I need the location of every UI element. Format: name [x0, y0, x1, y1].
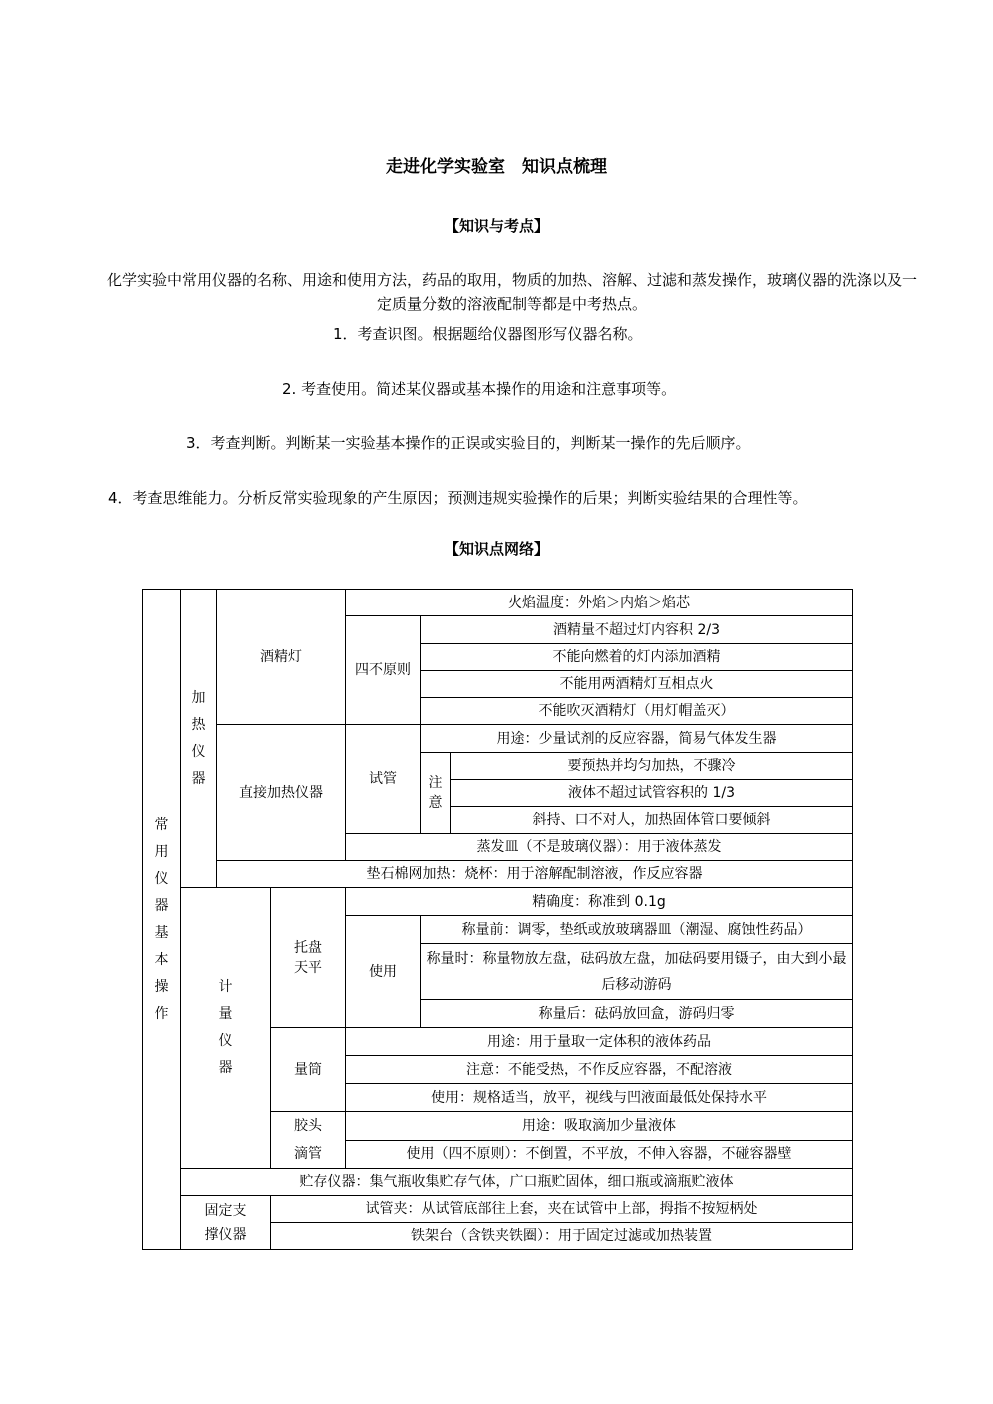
- cylinder-label-cell: 量筒: [271, 1028, 346, 1112]
- cylinder-item-cell: 注意：不能受热，不作反应容器，不配溶液: [346, 1056, 853, 1084]
- dropper-item-cell: 用途：吸取滴加少量液体: [346, 1112, 853, 1141]
- balance-precision-cell: 精确度：称准到 0.1g: [346, 888, 853, 916]
- lamp-rule-cell: 不能向燃着的灯内添加酒精: [421, 644, 853, 671]
- root-category-cell: [143, 590, 181, 1250]
- exam-point-1: 1．考查识图。根据题给仪器图形写仪器名称。: [333, 325, 643, 343]
- flame-temperature-cell: 火焰温度：外焰＞内焰＞焰芯: [346, 590, 853, 616]
- lamp-rule-cell: 酒精量不超过灯内容积 2/3: [421, 616, 853, 644]
- lamp-rule-cell: 不能用两酒精灯互相点火: [421, 671, 853, 698]
- root-category-label: 常用仪器基本操作: [154, 816, 169, 1022]
- intro-paragraph: 化学实验中常用仪器的名称、用途和使用方法，药品的取用，物质的加热、溶解、过滤和蒸发操作，玻璃仪器的洗涤以及一定质量分数的溶液配制等都是中考热点。: [106, 271, 917, 313]
- measuring-category-label: 计量仪器: [218, 979, 233, 1076]
- balance-use-cell: 称量后：砝码放回盒，游码归零: [421, 1000, 853, 1028]
- balance-label-cell: [271, 888, 346, 1028]
- beaker-cell: 垫石棉网加热：烧杯：用于溶解配制溶液，作反应容器: [217, 861, 853, 888]
- section-heading-knowledge: 【知识与考点】: [443, 217, 549, 235]
- test-tube-notice-cell: 液体不超过试管容积的 1/3: [451, 780, 853, 807]
- test-tube-label-cell: 试管: [346, 725, 421, 834]
- exam-point-4: 4．考查思维能力。分析反常实验现象的产生原因；预测违规实验操作的后果；判断实验结果的合理性等。: [108, 489, 808, 507]
- test-tube-use-cell: 用途：少量试剂的反应容器，简易气体发生器: [421, 725, 853, 753]
- support-label: 固定支撑仪器: [204, 1202, 247, 1243]
- heating-category-cell: [181, 590, 217, 888]
- cylinder-item-cell: 用途：用于量取一定体积的液体药品: [346, 1028, 853, 1056]
- measuring-category-cell: [181, 888, 271, 1169]
- dropper-item-cell: 使用（四不原则）：不倒置，不平放，不伸入容器，不碰容器壁: [346, 1140, 853, 1169]
- storage-cell: 贮存仪器：集气瓶收集贮存气体，广口瓶贮固体，细口瓶或滴瓶贮液体: [181, 1169, 853, 1196]
- four-rules-label-cell: 四不原则: [346, 616, 421, 725]
- balance-use-cell: 称量时：称量物放左盘，砝码放左盘，加砝码要用镊子，由大到小最后移动游码: [421, 944, 853, 1000]
- support-label-cell: [181, 1196, 271, 1250]
- test-tube-notice-cell: 斜持、口不对人，加热固体管口要倾斜: [451, 807, 853, 834]
- notice-label-cell: 注意: [421, 753, 451, 834]
- cylinder-item-cell: 使用：规格适当，放平，视线与凹液面最低处保持水平: [346, 1084, 853, 1112]
- direct-heating-cell: 直接加热仪器: [217, 725, 346, 861]
- test-tube-notice-cell: 要预热并均匀加热，不骤冷: [451, 753, 853, 780]
- page-title: 走进化学实验室 知识点梳理: [386, 157, 607, 177]
- balance-use-cell: 称量前：调零，垫纸或放玻璃器皿（潮湿、腐蚀性药品）: [421, 916, 853, 944]
- balance-label: 托盘天平: [294, 939, 322, 976]
- exam-point-3: 3．考查判断。判断某一实验基本操作的正误或实验目的，判断某一操作的先后顺序。: [186, 434, 751, 452]
- knowledge-network-table: [142, 589, 853, 1250]
- section-heading-network: 【知识点网络】: [443, 540, 549, 558]
- evaporating-dish-cell: 蒸发皿（不是玻璃仪器）：用于液体蒸发: [346, 834, 853, 861]
- support-item-cell: 铁架台（含铁夹铁圈）：用于固定过滤或加热装置: [271, 1223, 853, 1250]
- lamp-rule-cell: 不能吹灭酒精灯（用灯帽盖灭）: [421, 698, 853, 725]
- balance-use-label-cell: 使用: [346, 916, 421, 1028]
- dropper-label: 胶头滴管: [294, 1118, 322, 1162]
- exam-point-2: 2. 考查使用。简述某仪器或基本操作的用途和注意事项等。: [282, 380, 677, 398]
- alcohol-lamp-cell: 酒精灯: [217, 590, 346, 725]
- support-item-cell: 试管夹：从试管底部往上套，夹在试管中上部，拇指不按短柄处: [271, 1196, 853, 1223]
- dropper-label-cell: [271, 1112, 346, 1169]
- heating-category-label: 加热仪器: [191, 689, 206, 787]
